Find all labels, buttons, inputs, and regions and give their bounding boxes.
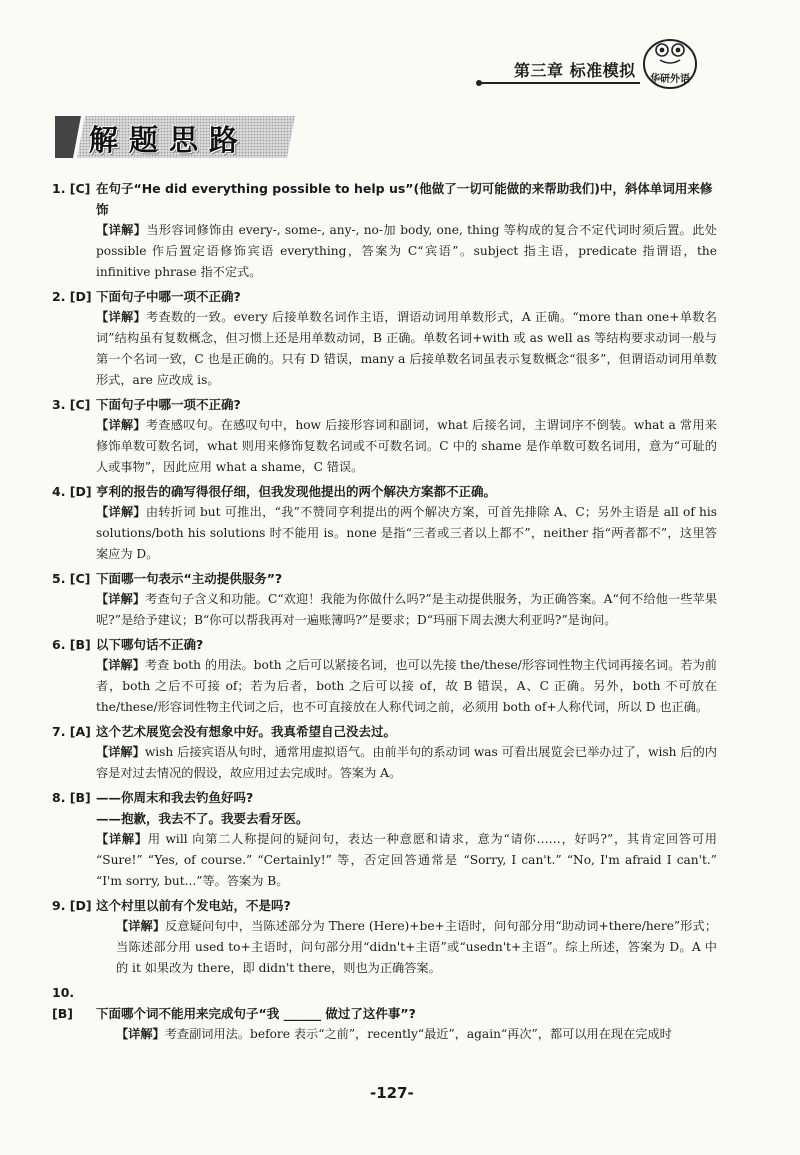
question-line (52, 634, 717, 655)
detail-tag: 【详解】 (116, 919, 166, 933)
detail-text (52, 502, 717, 565)
question-text: 下面句子中哪一项不正确? (96, 289, 241, 304)
question-number: 9. [D] (52, 898, 92, 913)
header-rule (480, 82, 640, 84)
detail-tag: 【详解】 (96, 745, 145, 759)
detail-text (52, 589, 717, 631)
detail-tag: 【详解】 (96, 505, 146, 519)
detail-body: wish 后接宾语从句时，通常用虚拟语气。由前半句的系动词 was 可看出展览会已举办过了，wish 后的内容是对过去情况的假设，故应用过去完成时。答案为 A。 (96, 745, 717, 780)
detail-body: 由转折词 but 可推出，“我”不赞同亨利提出的两个解决方案，可首先排除 A、C；另外主语是 all of his solutions/both his solutions 时不能用 is。none 是指“三者或三者以上都不”，neither 指“两者都不”，这里答案应为 D。 (96, 505, 718, 561)
question-number: 7. [A] (52, 724, 91, 739)
question-reply: ——抱歉，我去不了。我要去看牙医。 (96, 811, 309, 826)
detail-body: 当形容词修饰由 every-, some-, any-, no-加 body, one, thing 等构成的复合不定代词时须后置。此处 possible 作后置定语修饰宾语 everything，答案为 C“宾语”。subject 指主语，predicate 指谓语，the infinitive phrase 指不定式。 (96, 223, 717, 279)
detail-text (52, 829, 717, 892)
section-banner (55, 112, 295, 162)
answer-list (52, 178, 717, 1048)
detail-tag: 【详解】 (96, 658, 145, 672)
detail-text (52, 1024, 717, 1045)
question-text: 下面哪一句表示“主动提供服务”? (96, 571, 283, 586)
page-header (480, 36, 710, 88)
question-line (52, 895, 717, 916)
question-text: 以下哪句话不正确? (96, 637, 204, 652)
question-item (52, 286, 717, 391)
detail-text (52, 655, 717, 718)
question-text: 这个村里以前有个发电站，不是吗? (96, 898, 291, 913)
question-item (52, 721, 717, 784)
question-number: 8. [B] (52, 790, 91, 805)
question-item (52, 178, 717, 283)
question-item (52, 481, 717, 565)
detail-tag: 【详解】 (96, 223, 147, 237)
question-item (52, 634, 717, 718)
detail-tag: 【详解】 (96, 418, 146, 432)
question-line (52, 481, 717, 502)
detail-body: 考查感叹句。在感叹句中，how 后接形容词和副词，what 后接名词，主谓词序不倒装。what a 常用来修饰单数可数名词，what 则用来修饰复数名词或不可数名词。C 中的 shame 是作单数可数名词用，意为“可耻的人或事物”，因此应用 what a shame，C 错误。 (96, 418, 717, 474)
question-line (52, 286, 717, 307)
question-text: 亨利的报告的确写得很仔细，但我发现他提出的两个解决方案都不正确。 (96, 484, 497, 499)
detail-tag: 【详解】 (96, 832, 148, 846)
detail-text (52, 220, 717, 283)
question-text: 在句子“He did everything possible to help us”(他做了一切可能做的来帮助我们)中，斜体单词用来修饰 (96, 181, 713, 217)
question-number: 2. [D] (52, 289, 92, 304)
question-number: 6. [B] (52, 637, 91, 652)
question-text: 下面句子中哪一项不正确? (96, 397, 241, 412)
detail-body: 反意疑问句中，当陈述部分为 There (Here)+be+主语时，问句部分用“助动词+there/here”形式；当陈述部分用 used to+主语时，问句部分用“didn't+主语”或“usedn't+主语”。综上所述，答案为 D。A 中的 it 如果改为 there，即 didn't there，则也为正确答案。 (116, 919, 718, 975)
question-line (52, 568, 717, 589)
question-number: 1. [C] (52, 181, 91, 196)
detail-text (52, 415, 717, 478)
chapter-title: 第三章 标准模拟 (514, 61, 636, 80)
detail-body: 用 will 向第二人称提问的疑问句，表达一种意愿和请求，意为“请你……，好吗?”，其肯定回答可用 “Sure!” “Yes, of course.” “Certainly!” 等，否定回答通常是 “Sorry, I can't.” “No, I'm afraid I can't.” “I'm sorry, but...”等。答案为 B。 (96, 832, 717, 888)
question-item (52, 394, 717, 478)
question-text: 这个艺术展览会没有想象中好。我真希望自己没去过。 (96, 724, 397, 739)
detail-text (52, 307, 717, 391)
detail-tag: 【详解】 (116, 1027, 165, 1041)
question-item (52, 787, 717, 892)
detail-text (52, 742, 717, 784)
detail-body: 考查数的一致。every 后接单数名词作主语，谓语动词用单数形式，A 正确。“more than one+单数名词”结构虽有复数概念，但习惯上还是用单数动词，B 正确。单数名词+with 或 as well as 等结构要求动词一般与第一个名词一致，C 也是正确的。只有 D 错误，many a 后接单数名词虽表示复数概念“很多”，但谓语动词用单数形式，are 应改成 is。 (96, 310, 717, 387)
question-text: 下面哪个词不能用来完成句子“我 ______ 做过了这件事”? (96, 1006, 416, 1021)
banner-title: 解题思路 (89, 123, 250, 157)
detail-body: 考查句子含义和功能。C“欢迎！我能为你做什么吗?”是主动提供服务，为正确答案。A“何不给他一些苹果呢?”是给予建议；B“你可以帮我再对一遍账簿吗?”是要求；D“玛丽下周去澳大利亚吗?”是询问。 (96, 592, 718, 627)
question-line (52, 982, 717, 1024)
question-item (52, 568, 717, 631)
detail-tag: 【详解】 (96, 592, 146, 606)
question-text: ——你周末和我去钓鱼好吗? (96, 790, 254, 805)
question-line (52, 178, 717, 220)
question-number: 5. [C] (52, 571, 91, 586)
detail-text (52, 916, 717, 979)
question-item (52, 982, 717, 1045)
page-number: -127- (370, 1084, 414, 1102)
detail-body: 考查副词用法。before 表示“之前”，recently“最近”，again“再次”，都可以用在现在完成时 (164, 1027, 672, 1041)
question-item (52, 895, 717, 979)
question-line (52, 721, 717, 742)
detail-tag: 【详解】 (96, 310, 147, 324)
logo-text: 华研外语 (650, 74, 690, 85)
question-line (52, 394, 717, 415)
question-number: 10. [B] (52, 985, 75, 1021)
question-number: 3. [C] (52, 397, 91, 412)
question-number: 4. [D] (52, 484, 92, 499)
detail-body: 考查 both 的用法。both 之后可以紧接名词，也可以先接 the/these/形容词性物主代词再接名词。若为前者，both 之后不可接 of；若为后者，both 之后可以接 of，故 B 错误，A、C 正确。另外，both 不可放在 the/these/形容词性物主代词之后，也不可直接放在人称代词之前，必须用 both of+人称代词，所以 D 也正确。 (96, 658, 717, 714)
question-line (52, 787, 717, 808)
